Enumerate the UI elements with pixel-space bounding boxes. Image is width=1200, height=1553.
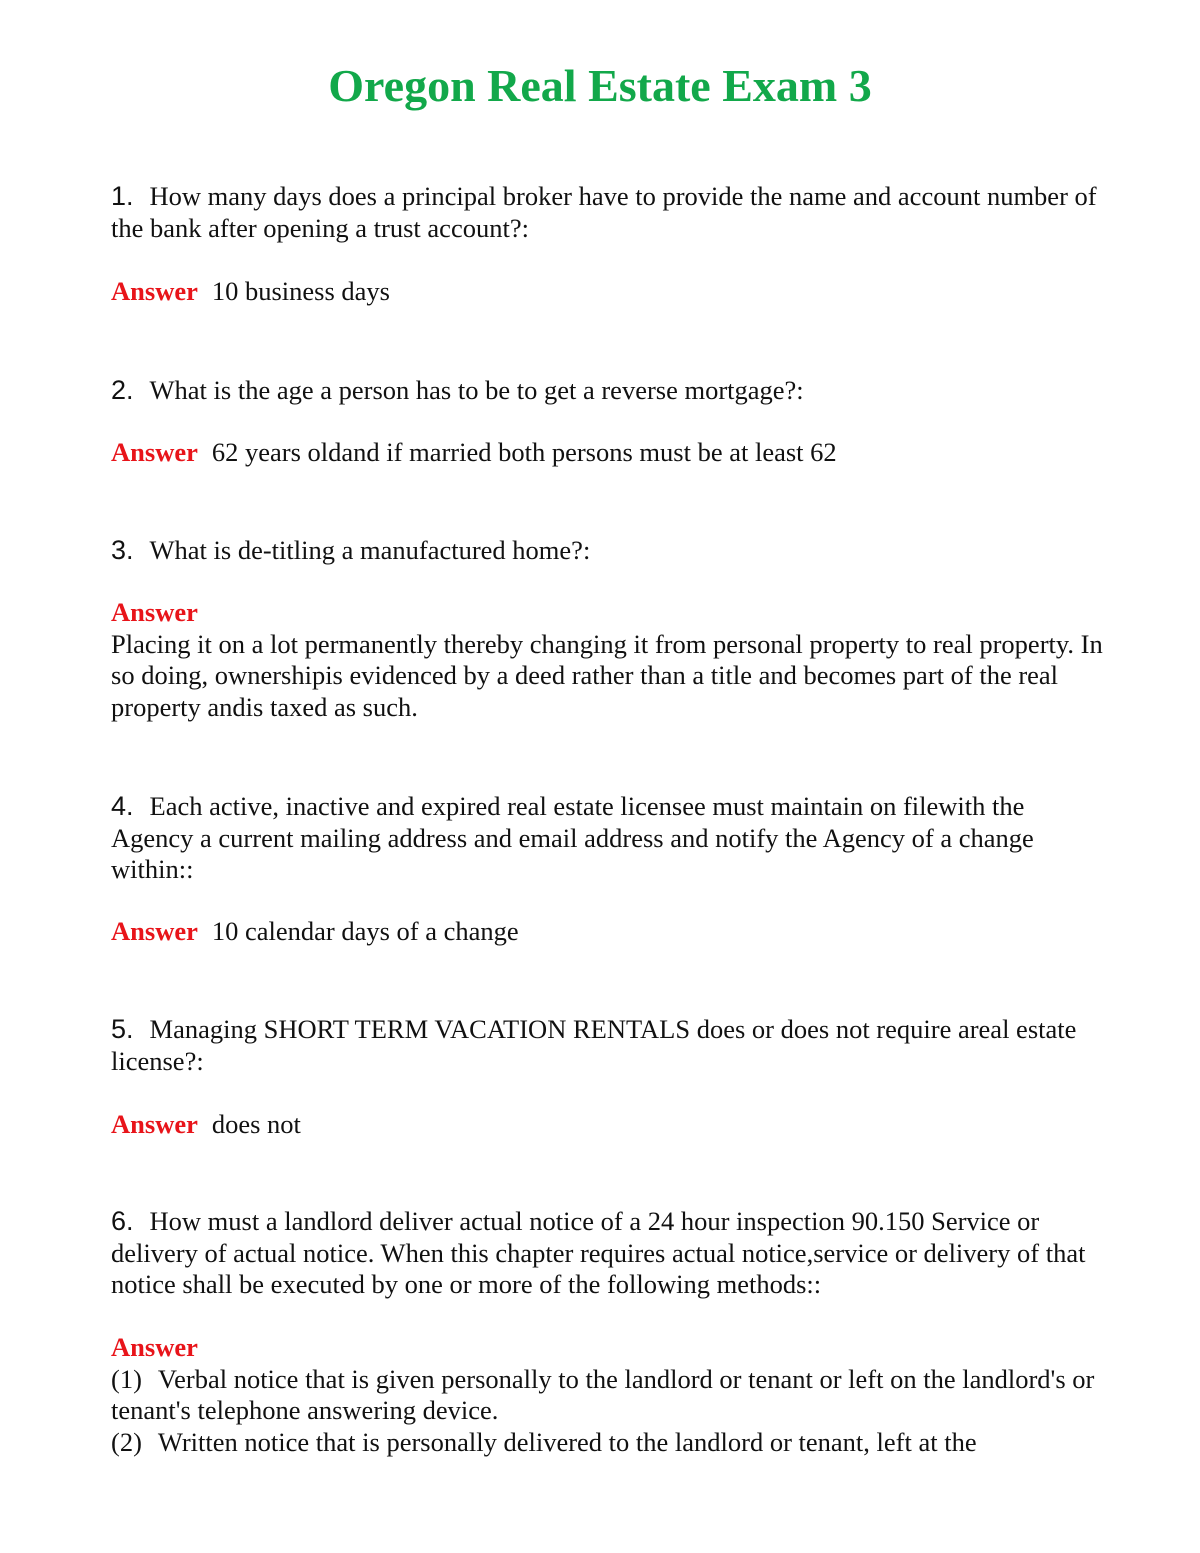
answer-label-line (111, 597, 1111, 629)
question-body: How many days does a principal broker have to provide the name and account number of the bank after opening a trust account?: (111, 181, 1097, 243)
question-number: 4. (111, 791, 134, 821)
list-item-number: (1) (111, 1363, 142, 1394)
answer-text: Placing it on a lot permanently thereby changing it from personal property to real property. In so doing, ownershipis evidenced by a deed rather than a title and becomes part of the real property andis taxed as such. (111, 628, 1103, 722)
answer-label: Answer (111, 1109, 198, 1139)
question-text (111, 181, 1111, 244)
question-4 (111, 791, 1111, 886)
question-text (111, 535, 1111, 567)
question-number: 2. (111, 375, 134, 405)
question-5 (111, 1014, 1111, 1077)
answer-label: Answer (111, 276, 198, 306)
answer-3 (111, 597, 1111, 723)
answer-label: Answer (111, 916, 198, 946)
answer-line (111, 276, 1111, 308)
question-text (111, 375, 1111, 407)
question-3 (111, 535, 1111, 567)
question-body: Each active, inactive and expired real estate licensee must maintain on filewith the Agency a current mailing address and email address and notify the Agency of a change within:: (111, 791, 1034, 884)
answer-1 (111, 276, 1111, 308)
answer-4 (111, 916, 1111, 948)
answer-text: 62 years oldand if married both persons must be at least 62 (211, 437, 837, 467)
answer-text: does not (211, 1109, 301, 1139)
list-item-number: (2) (111, 1426, 142, 1457)
question-2 (111, 375, 1111, 407)
page-title: Oregon Real Estate Exam 3 (328, 60, 872, 111)
list-item-text: Written notice that is personally delivered to the landlord or tenant, left at the (157, 1426, 977, 1457)
question-body: Managing SHORT TERM VACATION RENTALS does or does not require areal estate license?: (111, 1014, 1077, 1076)
answer-label: Answer (111, 437, 198, 467)
question-6 (111, 1206, 1111, 1301)
question-body: How must a landlord deliver actual notice of a 24 hour inspection 90.150 Service or delivery of actual notice. When this chapter requires actual notice,service or delivery of that notice shall be executed by one or more of the following methods:: (111, 1206, 1086, 1299)
question-body: What is de-titling a manufactured home?: (149, 535, 591, 565)
answer-line (111, 1109, 1111, 1141)
answer-5 (111, 1109, 1111, 1141)
question-number: 3. (111, 535, 134, 565)
answer-list-item (111, 1427, 1111, 1459)
answer-label-line (111, 1332, 1111, 1364)
answer-label: Answer (111, 1332, 198, 1362)
answer-line (111, 916, 1111, 948)
answer-list-item (111, 1364, 1111, 1427)
question-text (111, 791, 1111, 886)
answer-text: 10 business days (211, 276, 390, 306)
answer-line (111, 437, 1111, 469)
question-text (111, 1014, 1111, 1077)
answer-2 (111, 437, 1111, 469)
question-text (111, 1206, 1111, 1301)
question-number: 6. (111, 1206, 134, 1236)
answer-6 (111, 1332, 1111, 1458)
question-1 (111, 181, 1111, 244)
list-item-text: Verbal notice that is given personally to the landlord or tenant or left on the landlord's or tenant's telephone answering device. (111, 1363, 1095, 1425)
question-number: 1. (111, 181, 134, 211)
answer-label: Answer (111, 597, 198, 627)
question-body: What is the age a person has to be to get a reverse mortgage?: (149, 375, 804, 405)
answer-text: 10 calendar days of a change (211, 916, 519, 946)
question-number: 5. (111, 1014, 134, 1044)
